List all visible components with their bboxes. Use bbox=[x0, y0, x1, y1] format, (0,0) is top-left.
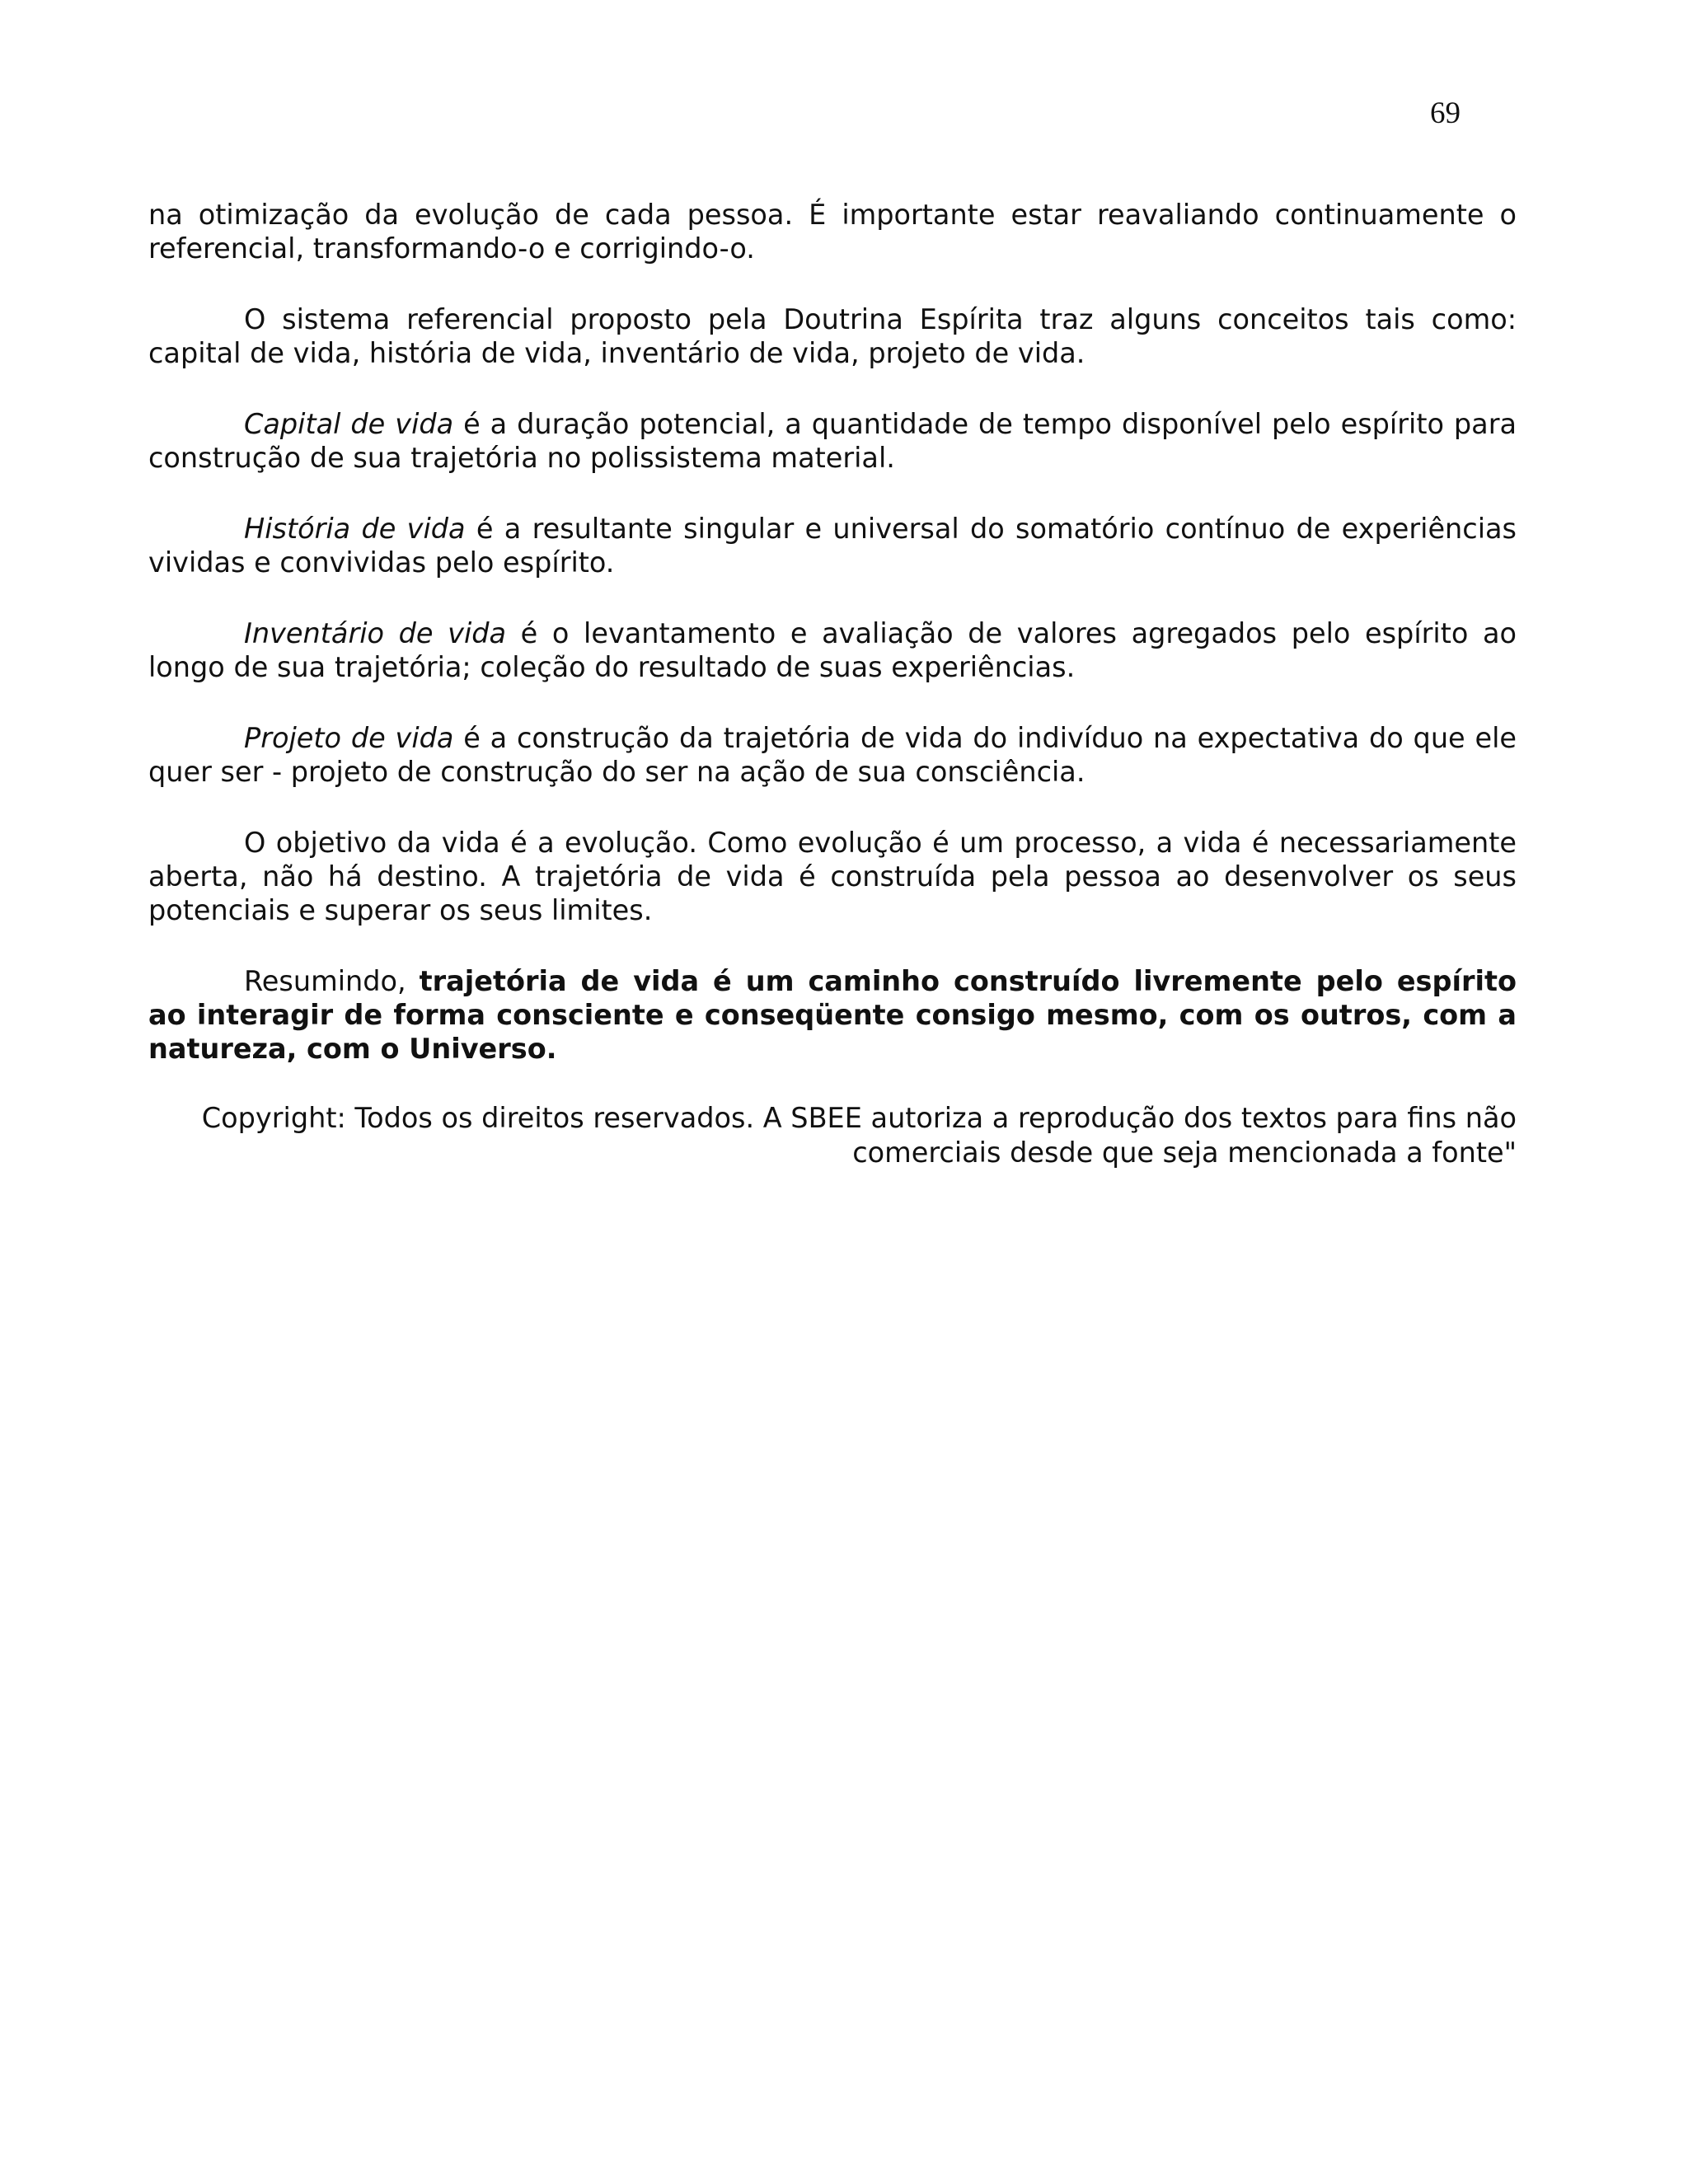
paragraph-projeto-de-vida bbox=[148, 721, 1517, 789]
term-capital-de-vida: Capital de vida bbox=[244, 408, 454, 440]
paragraph-intro-continuation: na otimização da evolução de cada pessoa. É importante estar reavaliando continuamente o referencial, transformando-o e corrigindo-o. bbox=[148, 199, 1517, 265]
paragraph-inventario-de-vida bbox=[148, 616, 1517, 684]
summary-lead: Resumindo, bbox=[244, 965, 420, 997]
definition-capital-de-vida: é a duração potencial, a quantidade de tempo disponível pelo espírito para construção de sua trajetória no polissistema material. bbox=[148, 408, 1517, 474]
copyright-line-1: Copyright: Todos os direitos reservados. A SBEE autoriza a reprodução dos textos para fins não bbox=[201, 1102, 1517, 1134]
copyright-line-2: comerciais desde que seja mencionada a fonte" bbox=[852, 1137, 1517, 1169]
paragraph-referential-system: O sistema referencial proposto pela Doutrina Espírita traz alguns conceitos tais como: capital de vida, história de vida, inventário de vida, projeto de vida. bbox=[148, 303, 1517, 369]
paragraph-objective-of-life: O objetivo da vida é a evolução. Como evolução é um processo, a vida é necessariamente aberta, não há destino. A trajetória de vida é construída pela pessoa ao desenvolver os seus potenciais e superar os seus limites. bbox=[148, 827, 1517, 926]
term-historia-de-vida: História de vida bbox=[244, 513, 466, 545]
copyright-notice bbox=[148, 1101, 1517, 1170]
definition-inventario-de-vida: é o levantamento e avaliação de valores agregados pelo espírito ao longo de sua trajetória; coleção do resultado de suas experiências. bbox=[148, 617, 1517, 683]
definition-historia-de-vida: é a resultante singular e universal do somatório contínuo de experiências vividas e convividas pelo espírito. bbox=[148, 513, 1517, 579]
summary-bold-statement: trajetória de vida é um caminho construído livremente pelo espírito ao interagir de forma consciente e conseqüente consigo mesmo, com os outros, com a natureza, com o Universo. bbox=[148, 965, 1517, 1065]
term-inventario-de-vida: Inventário de vida bbox=[244, 617, 507, 649]
definition-projeto-de-vida: é a construção da trajetória de vida do indivíduo na expectativa do que ele quer ser - projeto de construção do ser na ação de sua consciência. bbox=[148, 722, 1517, 788]
paragraph-historia-de-vida bbox=[148, 512, 1517, 579]
term-projeto-de-vida: Projeto de vida bbox=[244, 722, 454, 754]
page-number: 69 bbox=[1430, 96, 1461, 130]
document-body bbox=[148, 198, 1517, 1170]
paragraph-capital-de-vida bbox=[148, 407, 1517, 475]
paragraph-summary bbox=[148, 964, 1517, 1066]
